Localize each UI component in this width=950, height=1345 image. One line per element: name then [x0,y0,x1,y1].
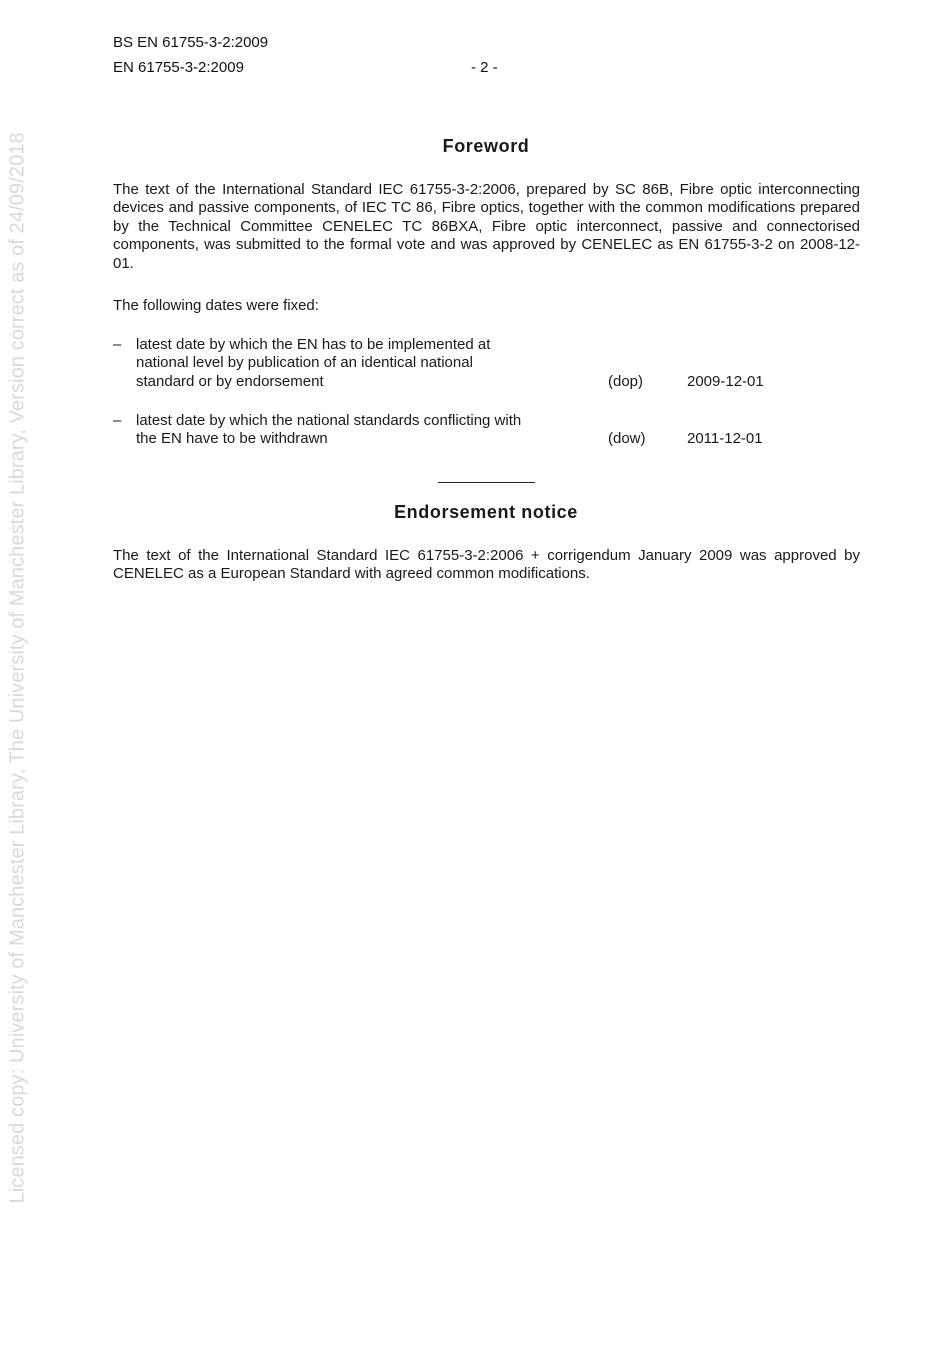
page-number: - 2 - [471,59,498,76]
date-item-abbreviation: (dow) [608,430,646,447]
list-bullet: – [113,412,122,429]
list-bullet: – [113,336,122,353]
license-watermark: Licensed copy: University of Manchester Library, The University of Manchester Library, Version correct as of 24/09/2018 [6,132,29,1204]
date-item-description: latest date by which the national standards conflicting with the EN have to be withdrawn [136,412,522,448]
bs-standard-number: BS EN 61755-3-2:2009 [113,34,269,51]
date-item-date: 2009-12-01 [687,373,764,390]
endorsement-paragraph: The text of the International Standard IEC 61755-3-2:2006 + corrigendum January 2009 was approved by CENELEC as a European Standard with agreed common modifications. [113,547,860,583]
date-item-date: 2011-12-01 [687,430,763,447]
endorsement-heading: Endorsement notice [394,502,578,522]
en-standard-number: EN 61755-3-2:2009 [113,59,244,76]
foreword-heading: Foreword [442,136,530,156]
date-item-description: latest date by which the EN has to be implemented at national level by publication of an identical national standard or by endorsement [136,336,491,390]
dates-intro: The following dates were fixed: [113,297,319,314]
date-item-abbreviation: (dop) [608,373,644,390]
foreword-paragraph: The text of the International Standard IEC 61755-3-2:2006, prepared by SC 86B, Fibre optic interconnecting devices and passive components, of IEC TC 86, Fibre optics, together with the common modifications prepared by the Technical Committee CENELEC TC 86BXA, Fibre optic interconnect, passive and connectorised components, was submitted to the formal vote and was approved by CENELEC as EN 61755-3-2 on 2008-12-01. [113,181,860,272]
section-divider [438,482,535,483]
